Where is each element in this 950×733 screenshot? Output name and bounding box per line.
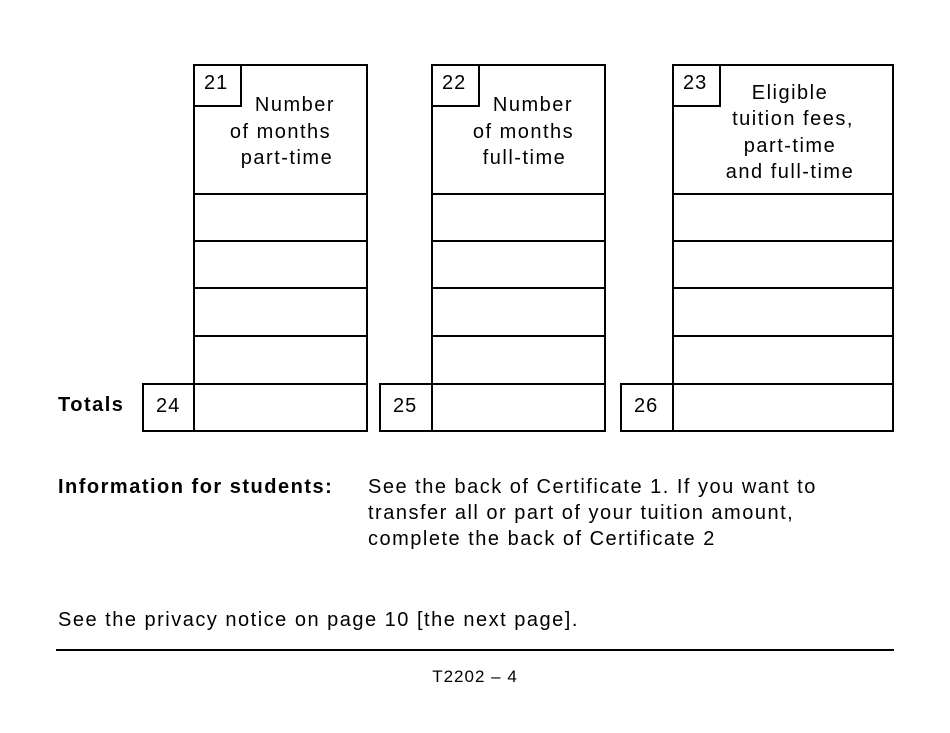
box-number-24: 24: [142, 383, 195, 432]
column-21-entry-4[interactable]: [193, 335, 368, 385]
box-number-26: 26: [620, 383, 674, 432]
column-22-header: [431, 64, 606, 195]
column-23-entry-1[interactable]: [672, 193, 894, 242]
column-21-entry-3[interactable]: [193, 287, 368, 337]
total-field-26[interactable]: [672, 383, 894, 432]
column-21-entry-2[interactable]: [193, 240, 368, 289]
column-21-header: [193, 64, 368, 195]
privacy-notice: See the privacy notice on page 10 [the next page].: [58, 609, 579, 631]
column-23-entry-4[interactable]: [672, 335, 894, 385]
column-22-header-line-3: full-time: [482, 147, 567, 169]
box-number-21: 21: [193, 64, 242, 107]
column-21-header-line-2: of months: [229, 121, 332, 143]
box-number-23: 23: [672, 64, 721, 107]
column-22-entry-4[interactable]: [431, 335, 606, 385]
total-field-24[interactable]: [193, 383, 368, 432]
column-22-entry-3[interactable]: [431, 287, 606, 337]
info-line-1: See the back of Certificate 1. If you want to: [368, 476, 817, 498]
info-line-2: transfer all or part of your tuition amount,: [368, 502, 795, 524]
column-23-header-line-3: part-time: [743, 135, 837, 157]
info-line-3: complete the back of Certificate 2: [368, 528, 716, 550]
column-22-entry-2[interactable]: [431, 240, 606, 289]
page-number: T2202 – 4: [432, 667, 518, 686]
column-21-header-line-1: Number: [254, 94, 336, 116]
totals-label: Totals: [58, 394, 125, 416]
column-22-header-line-1: Number: [492, 94, 574, 116]
column-21-header-line-3: part-time: [240, 147, 334, 169]
column-23-header-line-2: tuition fees,: [732, 108, 854, 130]
column-22-header-line-2: of months: [472, 121, 575, 143]
column-23-header-line-4: and full-time: [725, 161, 855, 183]
info-label: Information for students:: [58, 476, 334, 498]
column-23-header: [672, 64, 894, 195]
box-number-22: 22: [431, 64, 480, 107]
column-23-entry-3[interactable]: [672, 287, 894, 337]
column-23-entry-2[interactable]: [672, 240, 894, 289]
footer-rule: [56, 649, 894, 651]
column-22-entry-1[interactable]: [431, 193, 606, 242]
total-field-25[interactable]: [431, 383, 606, 432]
box-number-25: 25: [379, 383, 433, 432]
column-23-header-line-1: Eligible: [751, 82, 829, 104]
column-21-entry-1[interactable]: [193, 193, 368, 242]
